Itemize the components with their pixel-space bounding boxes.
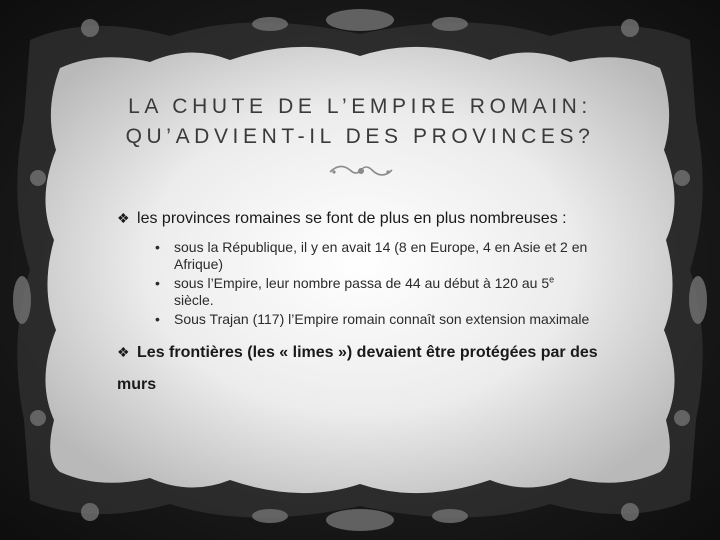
bullet-frontieres-text: Les frontières (les « limes ») devaient être protégées par des murs bbox=[117, 344, 598, 393]
sub-item-text-before: sous l’Empire, leur nombre passa de 44 au début à 120 au 5 bbox=[174, 275, 550, 291]
dot-bullet-icon: • bbox=[155, 311, 160, 327]
diamond-bullet-icon: ❖ bbox=[117, 344, 130, 360]
bullet-frontieres bbox=[117, 336, 607, 401]
dot-bullet-icon: • bbox=[155, 275, 160, 291]
provinces-sub-list bbox=[117, 239, 607, 328]
bullet-provinces-text: les provinces romaines se font de plus en plus nombreuses : bbox=[137, 210, 567, 227]
sub-item-superscript: e bbox=[549, 274, 555, 285]
list-item bbox=[155, 275, 594, 309]
sub-item-text: sous la République, il y en avait 14 (8 en Europe, 4 en Asie et 2 en Afrique) bbox=[174, 239, 588, 272]
sub-item-text-after: siècle. bbox=[174, 292, 214, 308]
slide-content bbox=[117, 202, 607, 401]
diamond-bullet-icon: ❖ bbox=[117, 210, 130, 226]
slide-title bbox=[60, 92, 660, 152]
dot-bullet-icon: • bbox=[155, 239, 160, 255]
bullet-provinces bbox=[117, 202, 607, 235]
sub-item-text: Sous Trajan (117) l’Empire romain connaît son extension maximale bbox=[174, 311, 590, 327]
title-line-1: LA CHUTE DE L’EMPIRE ROMAIN: bbox=[128, 95, 592, 118]
title-line-2: QU’ADVIENT-IL DES PROVINCES? bbox=[125, 125, 595, 148]
list-item bbox=[155, 311, 594, 328]
list-item bbox=[155, 239, 594, 273]
flourish-divider-icon bbox=[326, 160, 396, 182]
